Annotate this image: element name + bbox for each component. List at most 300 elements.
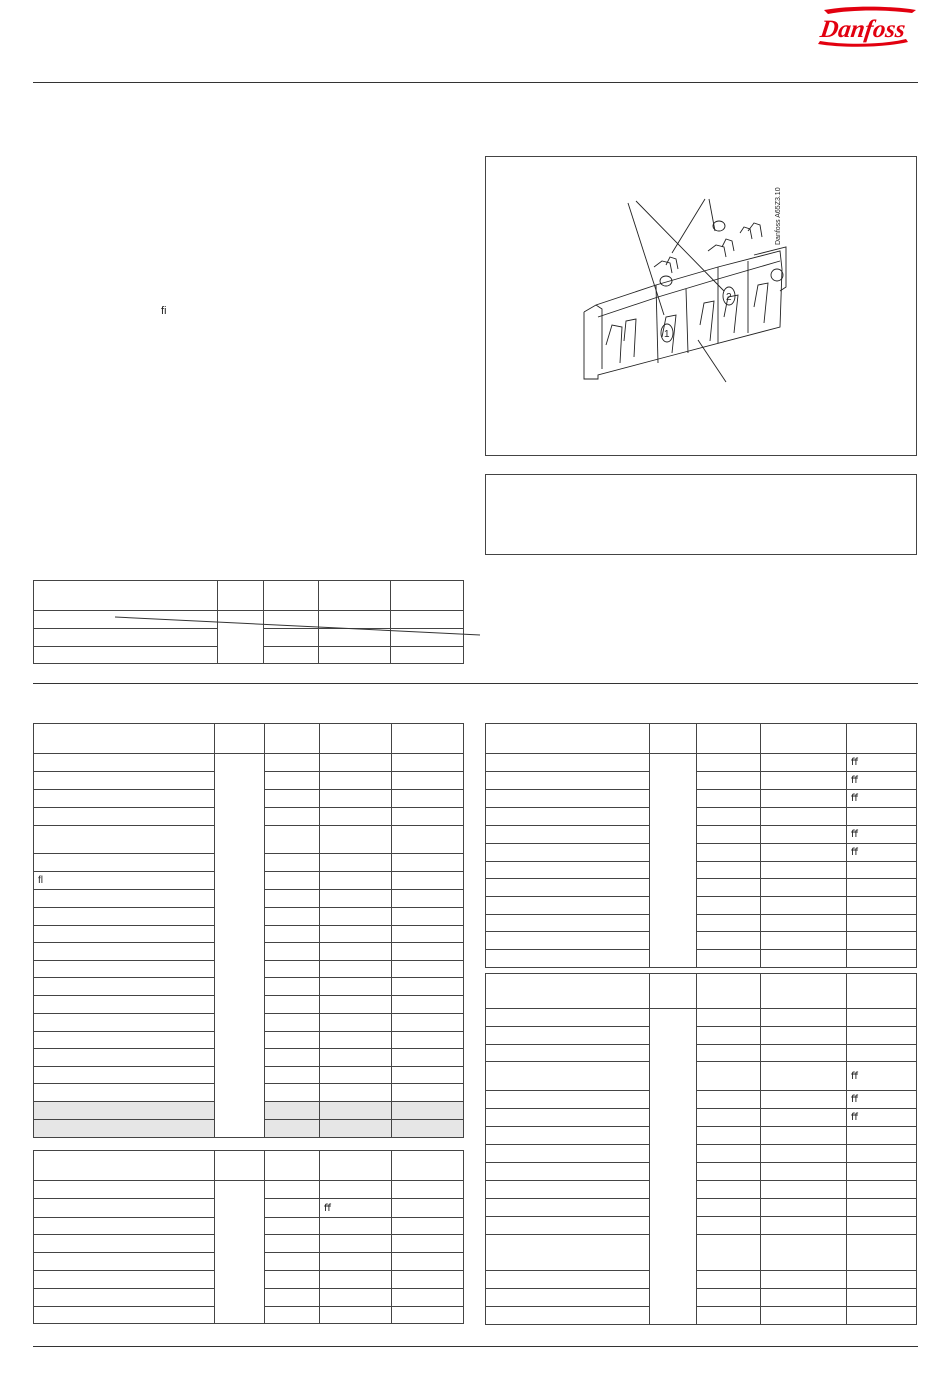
table-cell — [697, 754, 761, 772]
table-header-cell — [761, 724, 847, 754]
table-cell — [34, 1014, 215, 1032]
table-cell — [34, 772, 215, 790]
figure-box — [485, 156, 917, 456]
right-table-2 — [485, 973, 917, 1325]
callout-1: 1 — [664, 329, 670, 340]
table-cell — [486, 1307, 650, 1325]
table-cell — [847, 1289, 917, 1307]
table-cell — [392, 1120, 464, 1138]
table-cell — [486, 790, 650, 808]
table-row — [486, 1027, 917, 1045]
table-cell — [320, 1235, 392, 1253]
table-cell — [392, 1235, 464, 1253]
drawing-stamp: Danfoss A65Z3.10 — [775, 187, 782, 245]
table-cell — [486, 862, 650, 879]
table-row — [486, 1127, 917, 1145]
table-cell — [847, 1235, 917, 1271]
table-cell: ﬀ — [847, 1062, 917, 1091]
table-cell — [34, 1307, 215, 1324]
table-cell — [34, 978, 215, 996]
table-cell — [392, 1253, 464, 1271]
table-header-cell — [34, 724, 215, 754]
table-cell — [392, 772, 464, 790]
table-cell — [486, 1109, 650, 1127]
table-cell — [320, 890, 392, 908]
table-row — [486, 1145, 917, 1163]
table-cell — [215, 1181, 265, 1324]
table-cell — [847, 1307, 917, 1325]
table-cell — [265, 1289, 320, 1307]
table-cell — [392, 1032, 464, 1049]
table-cell — [320, 1307, 392, 1324]
table-cell — [265, 1199, 320, 1218]
table-header-cell — [391, 581, 464, 611]
table-cell — [392, 1199, 464, 1218]
table-cell — [320, 854, 392, 872]
table-cell — [320, 908, 392, 926]
table-row — [486, 897, 917, 915]
table-cell — [320, 826, 392, 854]
table-cell — [486, 1027, 650, 1045]
table-cell — [697, 1045, 761, 1062]
logo-text — [922, 4, 923, 5]
table-cell — [320, 996, 392, 1014]
table-cell — [847, 1127, 917, 1145]
table-cell — [320, 1271, 392, 1289]
table-cell — [320, 1218, 392, 1235]
table-cell — [486, 1217, 650, 1235]
table-cell — [486, 1271, 650, 1289]
table-header-cell — [320, 1151, 392, 1181]
table-cell — [697, 862, 761, 879]
callout-2: 2 — [726, 292, 732, 303]
table-header-cell — [650, 974, 697, 1009]
table-cell — [761, 1045, 847, 1062]
table-cell: ﬀ — [847, 1091, 917, 1109]
table-cell — [697, 1217, 761, 1235]
table-row — [486, 808, 917, 826]
table-cell — [392, 854, 464, 872]
table-cell — [264, 647, 319, 664]
table-cell — [34, 1102, 215, 1120]
table-cell — [34, 1120, 215, 1138]
table-cell — [265, 1218, 320, 1235]
table-cell — [320, 1289, 392, 1307]
table-cell — [697, 1145, 761, 1163]
table-cell: ﬀ — [320, 1199, 392, 1218]
table-cell — [392, 754, 464, 772]
table-cell — [265, 926, 320, 943]
table-row — [486, 1045, 917, 1062]
table-cell — [486, 1289, 650, 1307]
table-cell — [392, 808, 464, 826]
footer-rule — [33, 1346, 918, 1347]
table-cell — [34, 1289, 215, 1307]
table-cell — [265, 890, 320, 908]
table-cell — [392, 872, 464, 890]
table-cell — [847, 1181, 917, 1199]
table-cell — [486, 1235, 650, 1271]
table-header-cell — [215, 1151, 265, 1181]
table-cell — [320, 1120, 392, 1138]
table-header-cell — [265, 724, 320, 754]
caption-box — [485, 474, 917, 555]
table-cell — [392, 1271, 464, 1289]
left-table-1 — [33, 723, 464, 1138]
table-row — [486, 1235, 917, 1271]
table-cell — [34, 908, 215, 926]
table-cell — [697, 1127, 761, 1145]
table-cell — [320, 1181, 392, 1199]
table-cell — [761, 1217, 847, 1235]
table-cell — [697, 1289, 761, 1307]
table-cell — [34, 1067, 215, 1084]
table-cell — [697, 1062, 761, 1091]
table-cell — [486, 915, 650, 932]
table-cell — [761, 862, 847, 879]
table-cell — [320, 943, 392, 961]
table-cell — [265, 961, 320, 978]
table-cell — [265, 854, 320, 872]
table-row — [486, 1271, 917, 1289]
table-cell — [761, 1027, 847, 1045]
table-cell — [392, 790, 464, 808]
table-header-cell — [486, 724, 650, 754]
table-cell — [761, 932, 847, 950]
table-header-cell — [847, 974, 917, 1009]
table-cell — [34, 1235, 215, 1253]
table-cell — [486, 1045, 650, 1062]
table-cell — [392, 1084, 464, 1102]
table-cell — [215, 754, 265, 1138]
right-table-1 — [485, 723, 917, 968]
left-table-2 — [33, 1150, 464, 1324]
table-cell — [761, 808, 847, 826]
table-cell — [265, 1084, 320, 1102]
table-cell — [392, 961, 464, 978]
table-cell — [319, 647, 391, 664]
table-cell — [34, 808, 215, 826]
table-cell — [486, 950, 650, 968]
table-cell — [34, 1218, 215, 1235]
table-cell — [265, 826, 320, 854]
table-cell — [392, 1181, 464, 1199]
table-cell — [34, 1271, 215, 1289]
table-cell — [34, 790, 215, 808]
table-cell — [761, 1009, 847, 1027]
table-cell — [392, 1307, 464, 1324]
table-cell — [761, 1307, 847, 1325]
table-cell — [697, 808, 761, 826]
table-cell — [697, 1009, 761, 1027]
table-cell — [392, 1102, 464, 1120]
table-cell — [486, 1163, 650, 1181]
table-cell — [697, 826, 761, 844]
table-row — [486, 879, 917, 897]
table-cell — [265, 1032, 320, 1049]
table-cell — [761, 754, 847, 772]
table-cell — [265, 1181, 320, 1199]
table-cell — [697, 772, 761, 790]
table-cell: ﬀ — [847, 772, 917, 790]
table-cell — [265, 754, 320, 772]
terminal-block-drawing — [486, 157, 916, 455]
table-cell: ﬀ — [847, 790, 917, 808]
table-cell — [34, 1049, 215, 1067]
table-cell — [847, 808, 917, 826]
table-header-cell — [265, 1151, 320, 1181]
table-cell — [697, 1199, 761, 1217]
table-cell — [847, 950, 917, 968]
table-header-cell — [697, 724, 761, 754]
table-header-cell — [319, 581, 391, 611]
table-cell — [761, 915, 847, 932]
table-row — [486, 1091, 917, 1109]
table-cell — [697, 1307, 761, 1325]
table-cell — [391, 647, 464, 664]
table-cell — [697, 1181, 761, 1199]
table-cell — [34, 961, 215, 978]
table-cell — [265, 1307, 320, 1324]
table-cell — [265, 1271, 320, 1289]
table-cell — [392, 826, 464, 854]
table-row — [486, 1062, 917, 1091]
table-cell — [847, 1217, 917, 1235]
table-cell — [392, 1067, 464, 1084]
table-cell — [265, 872, 320, 890]
table-cell — [265, 1049, 320, 1067]
table-cell — [761, 844, 847, 862]
table-row — [486, 826, 917, 844]
table-cell — [392, 943, 464, 961]
table-cell — [697, 915, 761, 932]
table-cell — [392, 1289, 464, 1307]
table-cell — [761, 1181, 847, 1199]
table-cell — [761, 1062, 847, 1091]
table-header-cell — [34, 1151, 215, 1181]
table-cell — [847, 1271, 917, 1289]
table-cell — [486, 879, 650, 897]
table-cell — [34, 754, 215, 772]
table-cell — [486, 1062, 650, 1091]
table-cell — [697, 1109, 761, 1127]
table-cell — [392, 890, 464, 908]
table-row — [486, 915, 917, 932]
table-cell — [761, 1127, 847, 1145]
table-row — [486, 844, 917, 862]
table-cell — [761, 1091, 847, 1109]
table-cell — [34, 1199, 215, 1218]
table-cell — [265, 772, 320, 790]
table-cell — [697, 932, 761, 950]
table-cell — [34, 926, 215, 943]
table-cell: ﬀ — [847, 826, 917, 844]
table-cell — [265, 790, 320, 808]
table-cell — [761, 1271, 847, 1289]
table-cell — [697, 790, 761, 808]
table-cell — [486, 844, 650, 862]
table-cell — [392, 996, 464, 1014]
table-cell — [847, 897, 917, 915]
table-row — [486, 1163, 917, 1181]
table-cell — [650, 754, 697, 968]
table-cell — [265, 808, 320, 826]
table-cell — [761, 950, 847, 968]
table-row — [486, 1289, 917, 1307]
table-cell — [486, 1199, 650, 1217]
table-row — [486, 1009, 917, 1027]
table-row — [486, 790, 917, 808]
table-header-cell — [264, 581, 319, 611]
table-cell — [847, 1145, 917, 1163]
table-cell — [34, 647, 218, 664]
table-row — [486, 1109, 917, 1127]
table-cell — [486, 772, 650, 790]
table-cell — [761, 772, 847, 790]
table-cell — [34, 826, 215, 854]
svg-text:Danfoss: Danfoss — [818, 16, 908, 43]
table-cell — [486, 897, 650, 915]
table-header-row — [34, 1151, 464, 1181]
table-cell — [847, 1045, 917, 1062]
table-cell — [847, 1009, 917, 1027]
table-row — [486, 950, 917, 968]
table-cell — [265, 1067, 320, 1084]
table-row — [486, 1199, 917, 1217]
diagonal-line — [100, 610, 490, 640]
table-cell — [650, 1009, 697, 1325]
table-cell — [847, 915, 917, 932]
table-header-cell — [34, 581, 218, 611]
table-cell — [265, 996, 320, 1014]
table-cell — [392, 1218, 464, 1235]
table-cell — [34, 1253, 215, 1271]
table-cell — [847, 862, 917, 879]
table-cell: ﬀ — [847, 1109, 917, 1127]
table-cell — [486, 1091, 650, 1109]
table-cell — [697, 1271, 761, 1289]
table-cell — [34, 996, 215, 1014]
table-cell — [265, 943, 320, 961]
table-cell — [320, 790, 392, 808]
table-cell — [34, 890, 215, 908]
table-row — [486, 772, 917, 790]
table-cell — [761, 1145, 847, 1163]
table-header-cell — [486, 974, 650, 1009]
table-cell — [486, 1009, 650, 1027]
table-header-cell — [697, 974, 761, 1009]
table-cell — [486, 754, 650, 772]
table-cell — [486, 826, 650, 844]
table-cell — [847, 1199, 917, 1217]
table-cell — [265, 1014, 320, 1032]
table-row — [486, 754, 917, 772]
table-cell — [392, 908, 464, 926]
table-cell — [320, 1067, 392, 1084]
table-cell — [697, 897, 761, 915]
table-cell: ﬀ — [847, 754, 917, 772]
table-header-cell — [320, 724, 392, 754]
table-cell — [265, 1253, 320, 1271]
table-cell — [486, 808, 650, 826]
table-cell — [761, 879, 847, 897]
table-cell — [34, 1032, 215, 1049]
table-cell — [320, 872, 392, 890]
table-header-row — [34, 724, 464, 754]
table-cell — [34, 1181, 215, 1199]
table-cell — [320, 808, 392, 826]
table-cell — [761, 1235, 847, 1271]
table-cell — [847, 1163, 917, 1181]
table-cell — [265, 1120, 320, 1138]
table-cell — [265, 908, 320, 926]
table-cell — [320, 1032, 392, 1049]
table-header-cell — [392, 1151, 464, 1181]
table-cell — [761, 1109, 847, 1127]
table-row — [486, 1181, 917, 1199]
table-row — [486, 932, 917, 950]
table-header-cell — [218, 581, 264, 611]
table-cell — [320, 961, 392, 978]
table-cell — [697, 844, 761, 862]
table-cell — [697, 1027, 761, 1045]
table-cell — [697, 1235, 761, 1271]
table-cell — [761, 790, 847, 808]
table-cell — [392, 978, 464, 996]
table-cell — [486, 1127, 650, 1145]
table-cell: ﬀ — [847, 844, 917, 862]
table-cell — [392, 1049, 464, 1067]
table-cell — [486, 932, 650, 950]
table-cell — [320, 754, 392, 772]
table-cell — [486, 1145, 650, 1163]
table-row — [486, 1307, 917, 1325]
table-cell — [392, 926, 464, 943]
table-cell — [847, 932, 917, 950]
table-row — [486, 862, 917, 879]
table-cell — [697, 1163, 761, 1181]
table-cell — [320, 1253, 392, 1271]
table-cell — [320, 772, 392, 790]
table-cell — [697, 1091, 761, 1109]
table-cell — [761, 897, 847, 915]
danfoss-logo-graphic — [812, 4, 922, 50]
table-header-cell — [392, 724, 464, 754]
body-text-fragment: ﬁ — [161, 305, 167, 317]
danfoss-logo — [812, 4, 922, 50]
table-header-cell — [761, 974, 847, 1009]
table-cell — [697, 950, 761, 968]
header-rule — [33, 82, 918, 83]
table-row — [486, 1217, 917, 1235]
table-cell — [761, 826, 847, 844]
table-cell — [265, 1235, 320, 1253]
table-cell — [265, 978, 320, 996]
table-cell — [761, 1163, 847, 1181]
section-rule — [33, 683, 918, 684]
table-cell — [761, 1289, 847, 1307]
table-header-cell — [215, 724, 265, 754]
table-cell — [320, 926, 392, 943]
table-cell — [320, 1014, 392, 1032]
table-cell — [486, 1181, 650, 1199]
table-cell — [847, 879, 917, 897]
table-cell — [34, 854, 215, 872]
table-cell — [34, 1084, 215, 1102]
table-cell — [320, 978, 392, 996]
table-row — [34, 1181, 464, 1199]
table-cell — [761, 1199, 847, 1217]
